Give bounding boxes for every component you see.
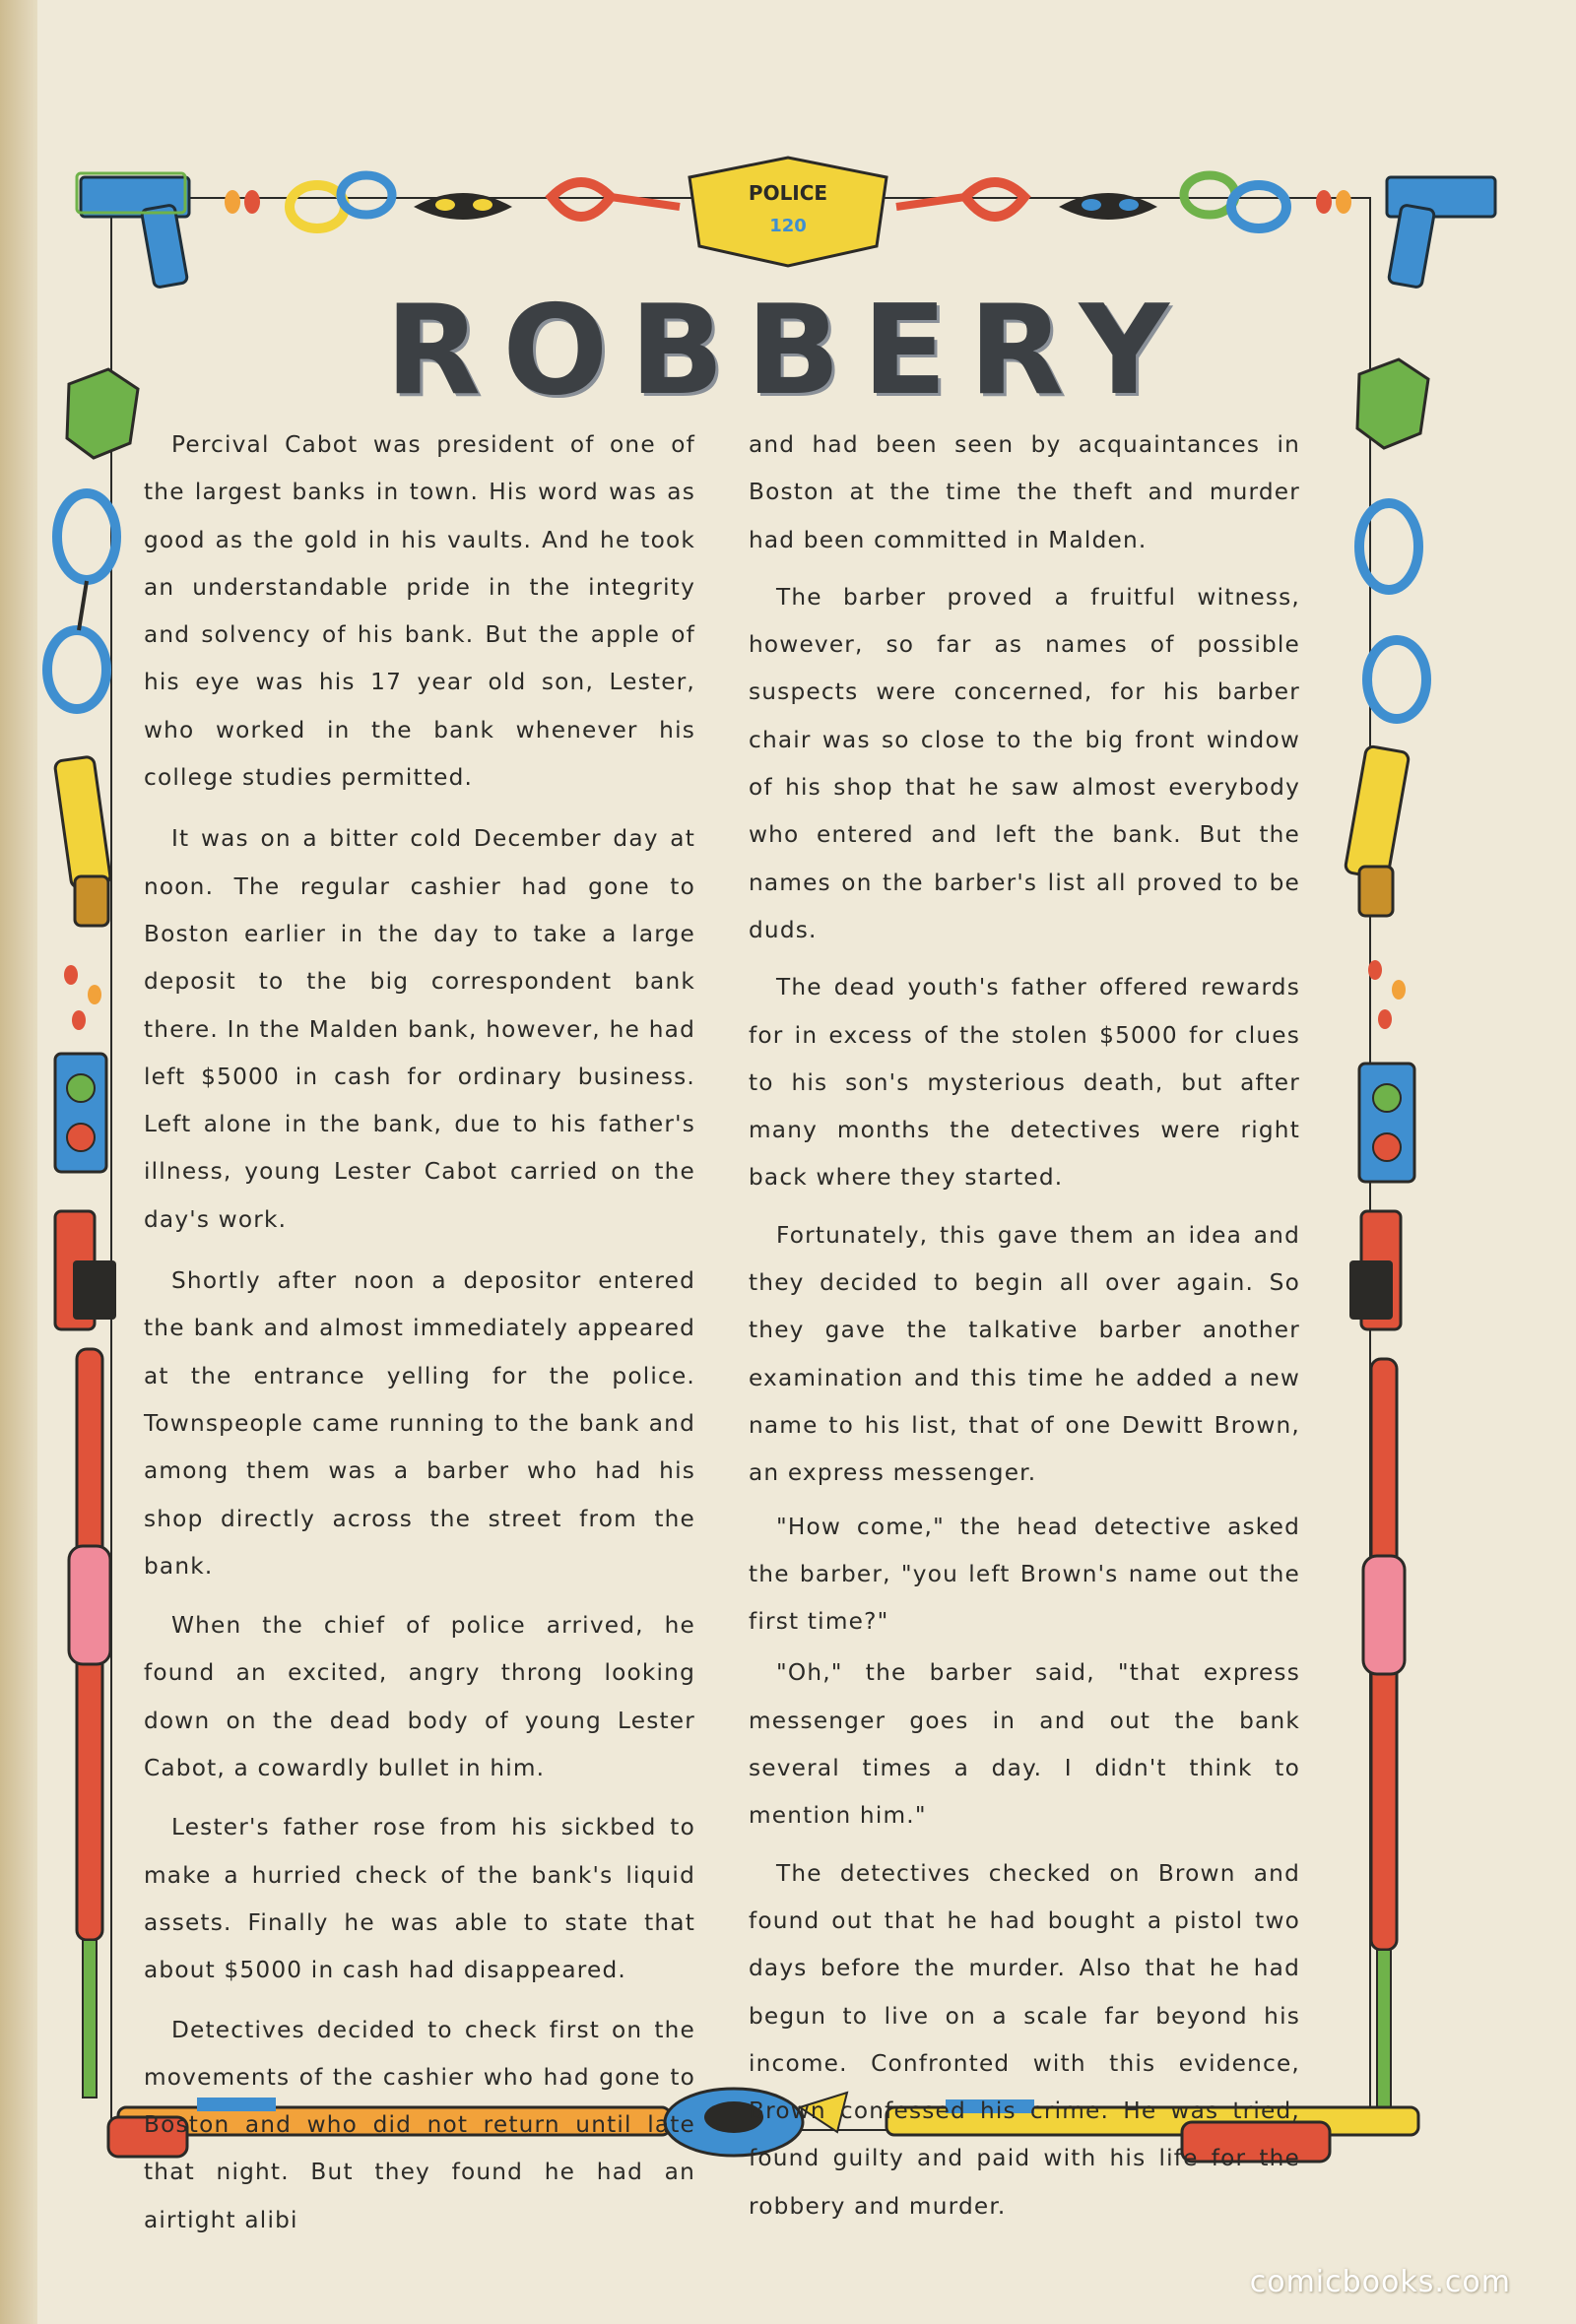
shackles-top-left-icon [552, 182, 680, 217]
handcuffs-top-left-icon [290, 175, 392, 228]
traffic-light-left-icon [55, 1054, 106, 1172]
paragraph: "How come," the head detective asked the barber, "you left Brown's name out the first time?" [749, 1513, 1300, 1636]
revolver-right-icon [1345, 745, 1410, 916]
bullets-right-icon [1368, 960, 1406, 1029]
mask-top-left-icon [414, 193, 512, 220]
handcuffs-left-icon [47, 493, 116, 709]
article-column-right [749, 421, 1300, 2230]
rifle-right-icon [1363, 1359, 1405, 2107]
bullets-top-left-icon [225, 190, 260, 214]
paragraph: When the chief of police arrived, he found an excited, angry throng looking down on the dead body of young Lester Cabot, a cowardly bullet in him. [144, 1612, 695, 1782]
police-badge-number: 120 [769, 216, 807, 236]
paragraph: The dead youth's father offered rewards for in excess of the stolen $5000 for clues to his son's mysterious death, but after many months the detectives were right back where they started. [749, 974, 1300, 1192]
paragraph: It was on a bitter cold December day at noon. The regular cashier had gone to Boston earlier in the day to take a large deposit to the big correspondent bank there. In the Malden bank, however, he had left $5000 in cash for ordinary business. Left alone in the bank, due to his father's illness, young Lester Cabot carried on the day's work. [144, 825, 695, 1233]
paragraph: "Oh," the barber said, "that express messenger goes in and out the bank several times a day. I didn't think to mention him." [749, 1659, 1300, 1830]
handcuffs-top-right-icon [1184, 175, 1286, 228]
mask-top-right-icon [1059, 193, 1157, 220]
bullets-top-right-icon [1316, 190, 1351, 214]
revolver-left-icon [54, 756, 111, 926]
paragraph: Fortunately, this gave them an idea and they decided to begin all over again. So they gave the talkative barber another examination and this time he added a new name to his list, that of one Dewitt Brown, an express messenger. [749, 1221, 1300, 1487]
paragraph: Shortly after noon a depositor entered the bank and almost immediately appeared at the entrance yelling for the police. Townspeople came running to the bank and among them was a barber who had his shop directly across the street from the bank. [144, 1267, 695, 1580]
pistol-top-right-icon [1387, 177, 1495, 288]
pistol-left-icon [55, 1211, 116, 1329]
article-title: ROBBERY [385, 278, 1191, 422]
site-watermark: comicbooks.com [1249, 2265, 1511, 2299]
bullets-left-icon [64, 965, 101, 1030]
shackles-top-right-icon [896, 182, 1024, 217]
article-column-left [144, 421, 695, 2244]
pistol-right-icon [1349, 1211, 1401, 1329]
paragraph: Lester's father rose from his sickbed to make a hurried check of the bank's liquid assets. Finally he was able to state that about $5000 in cash had disappeared. [144, 1814, 695, 1984]
rifle-left-icon [69, 1349, 110, 2098]
handcuffs-right-icon [1359, 503, 1426, 719]
paragraph: The detectives checked on Brown and found out that he had bought a pistol two days before the murder. Also that he had begun to live on a scale far beyond his income. Confronted with this evidence, Brown confessed his crime. He was tried, found guilty and paid with his life for the robbery and murder. [749, 1859, 1300, 2220]
traffic-light-right-icon [1359, 1064, 1414, 1182]
paragraph: and had been seen by acquaintances in Boston at the time the theft and murder had been committed in Malden. [749, 431, 1300, 553]
paragraph: Percival Cabot was president of one of the largest banks in town. His word was as good as the gold in his vaults. And he took an understandable pride in the integrity and solvency of his bank. But the apple of his eye was his 17 year old son, Lester, who worked in the bank whenever his college studies permitted. [144, 431, 695, 792]
paragraph: Detectives decided to check first on the movements of the cashier who had gone to Boston and who did not return until late that night. But they found he had an airtight alibi [144, 2016, 695, 2233]
police-badge-top-icon [690, 158, 886, 266]
pistol-top-left-icon [77, 173, 189, 288]
paragraph: The barber proved a fruitful witness, however, so far as names of possible suspects were concerned, for his barber chair was so close to the big front window of his shop that he saw almost everybody who entered and left the bank. But the names on the barber's list all proved to be duds. [749, 583, 1300, 943]
police-badge-label: POLICE [748, 181, 828, 205]
